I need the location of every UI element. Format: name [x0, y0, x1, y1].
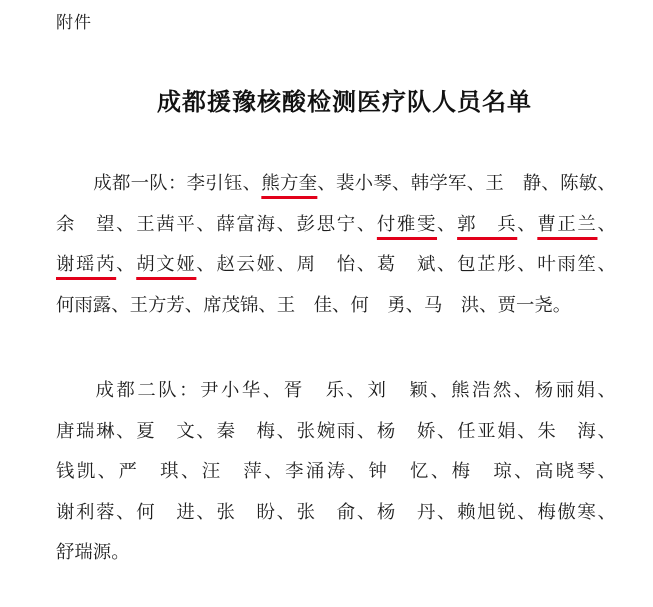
member-name: 谢利蓉 — [56, 501, 117, 523]
list-separator: 、 — [437, 254, 458, 275]
member-name: 张 盼 — [216, 501, 277, 523]
member-name: 席茂锦 — [203, 294, 259, 316]
list-separator: 、 — [180, 461, 202, 482]
team-1-paragraph — [56, 164, 616, 326]
list-separator: 、 — [258, 294, 277, 316]
member-name: 朱 海 — [537, 420, 598, 442]
list-separator: 、 — [437, 420, 458, 442]
member-name: 汪 萍 — [201, 461, 265, 482]
member-name: 王 佳 — [276, 294, 332, 316]
member-name: 葛 斌 — [376, 254, 438, 275]
list-separator: 、 — [597, 254, 616, 275]
list-separator: 、 — [97, 461, 119, 482]
member-name: 裴小琴 — [336, 173, 393, 194]
member-name-highlighted: 曹正兰 — [537, 213, 598, 235]
member-name: 钟 忆 — [368, 461, 431, 482]
list-separator: 、 — [597, 501, 616, 523]
list-separator: 、 — [346, 380, 368, 401]
list-separator: 、 — [514, 461, 535, 482]
member-name: 王茜平 — [136, 213, 197, 235]
list-separator: 、 — [479, 294, 498, 316]
member-name: 梅傲寒 — [537, 501, 598, 523]
list-separator: 、 — [356, 501, 377, 523]
list-separator: 、 — [116, 501, 137, 523]
list-separator: 、 — [437, 213, 458, 235]
member-name: 王 静 — [485, 173, 542, 194]
list-separator: 、 — [517, 420, 538, 442]
member-name-highlighted: 付雅雯 — [376, 213, 438, 235]
member-name: 韩学军 — [410, 173, 467, 194]
member-name: 张 俞 — [296, 501, 357, 523]
member-name: 唐瑞琳 — [56, 420, 117, 442]
member-name: 任亚娟 — [457, 420, 518, 442]
list-separator: 、 — [264, 461, 286, 482]
member-name: 尹小华 — [200, 380, 263, 401]
list-separator: 、 — [276, 420, 297, 442]
list-separator: 、 — [196, 213, 217, 235]
member-name: 张婉雨 — [296, 420, 357, 442]
list-separator: 、 — [116, 420, 137, 442]
member-name: 李涌涛 — [285, 461, 348, 482]
member-name: 杨丽娟 — [534, 380, 598, 401]
member-name: 彭思宁 — [296, 213, 357, 235]
list-separator: 、 — [597, 420, 616, 442]
list-separator: 、 — [276, 254, 297, 275]
list-separator: 、 — [405, 294, 424, 316]
member-name-highlighted: 谢瑶芮 — [56, 254, 117, 275]
list-separator: 、 — [356, 254, 377, 275]
member-name: 何雨露 — [56, 294, 112, 316]
member-name: 王方芳 — [129, 294, 185, 316]
list-separator: 、 — [517, 254, 538, 275]
list-separator: 、 — [597, 173, 616, 194]
list-separator: 、 — [430, 461, 452, 482]
member-name-highlighted: 胡文娅 — [136, 254, 197, 275]
member-name: 贾一尧 — [497, 294, 553, 316]
list-separator: 、 — [317, 173, 337, 194]
member-name: 夏 文 — [136, 420, 197, 442]
member-name: 秦 梅 — [216, 420, 277, 442]
list-separator: 、 — [242, 173, 262, 194]
member-name: 钱凯 — [56, 461, 98, 482]
member-name: 陈敏 — [560, 173, 598, 194]
list-separator: 、 — [262, 380, 284, 401]
list-separator: 、 — [356, 213, 377, 235]
list-separator: 、 — [276, 501, 297, 523]
list-separator: 、 — [392, 173, 411, 194]
list-separator: 、 — [196, 501, 217, 523]
member-name: 余 望 — [56, 213, 117, 235]
member-name: 何 勇 — [350, 294, 406, 316]
team-2-paragraph — [56, 371, 616, 574]
document-title: 成都援豫核酸检测医疗队人员名单 — [157, 88, 532, 116]
team-2-members — [56, 380, 616, 563]
member-name: 胥 乐 — [283, 380, 347, 401]
attachment-label: 附件 — [56, 13, 92, 33]
list-separator: 、 — [116, 213, 137, 235]
list-separator: 、 — [466, 173, 486, 194]
member-name: 李引钰 — [186, 173, 243, 194]
member-name: 舒瑞源 — [56, 542, 112, 563]
list-separator: 、 — [597, 213, 616, 235]
list-separator: 、 — [116, 254, 137, 275]
list-separator: 、 — [347, 461, 369, 482]
list-separator: 、 — [356, 420, 377, 442]
member-name: 杨 娇 — [376, 420, 438, 442]
list-separator: 、 — [517, 213, 538, 235]
list-terminator: 。 — [111, 542, 130, 563]
member-name: 包芷彤 — [457, 254, 518, 275]
list-separator: 、 — [517, 501, 538, 523]
list-separator: 、 — [541, 173, 561, 194]
member-name: 刘 颖 — [367, 380, 431, 401]
member-name: 赖旭锐 — [457, 501, 518, 523]
list-separator: 、 — [196, 420, 217, 442]
member-name: 赵云娅 — [216, 254, 277, 275]
list-separator: 、 — [111, 294, 130, 316]
member-name: 叶雨笙 — [537, 254, 598, 275]
list-separator: 、 — [184, 294, 204, 316]
team-1-label: 成都一队： — [93, 173, 187, 194]
member-name: 薛富海 — [216, 213, 277, 235]
member-name-highlighted: 郭 兵 — [457, 213, 518, 235]
team-1-members — [56, 173, 616, 316]
member-name-highlighted: 熊方奎 — [261, 173, 318, 194]
member-name: 何 进 — [136, 501, 197, 523]
list-separator: 、 — [513, 380, 535, 401]
list-separator: 、 — [430, 380, 452, 401]
member-name: 杨 丹 — [376, 501, 438, 523]
member-name: 周 怡 — [296, 254, 357, 275]
member-name: 马 洪 — [423, 294, 480, 316]
list-separator: 、 — [437, 501, 458, 523]
list-separator: 、 — [597, 380, 616, 401]
list-separator: 、 — [331, 294, 351, 316]
member-name: 熊浩然 — [451, 380, 514, 401]
list-terminator: 。 — [552, 294, 572, 316]
member-name: 严 琪 — [118, 461, 181, 482]
member-name: 梅 琼 — [451, 461, 515, 482]
team-2-label: 成都二队： — [93, 380, 201, 401]
list-separator: 、 — [196, 254, 217, 275]
member-name: 高晓琴 — [534, 461, 598, 482]
list-separator: 、 — [276, 213, 297, 235]
list-separator: 、 — [597, 461, 616, 482]
